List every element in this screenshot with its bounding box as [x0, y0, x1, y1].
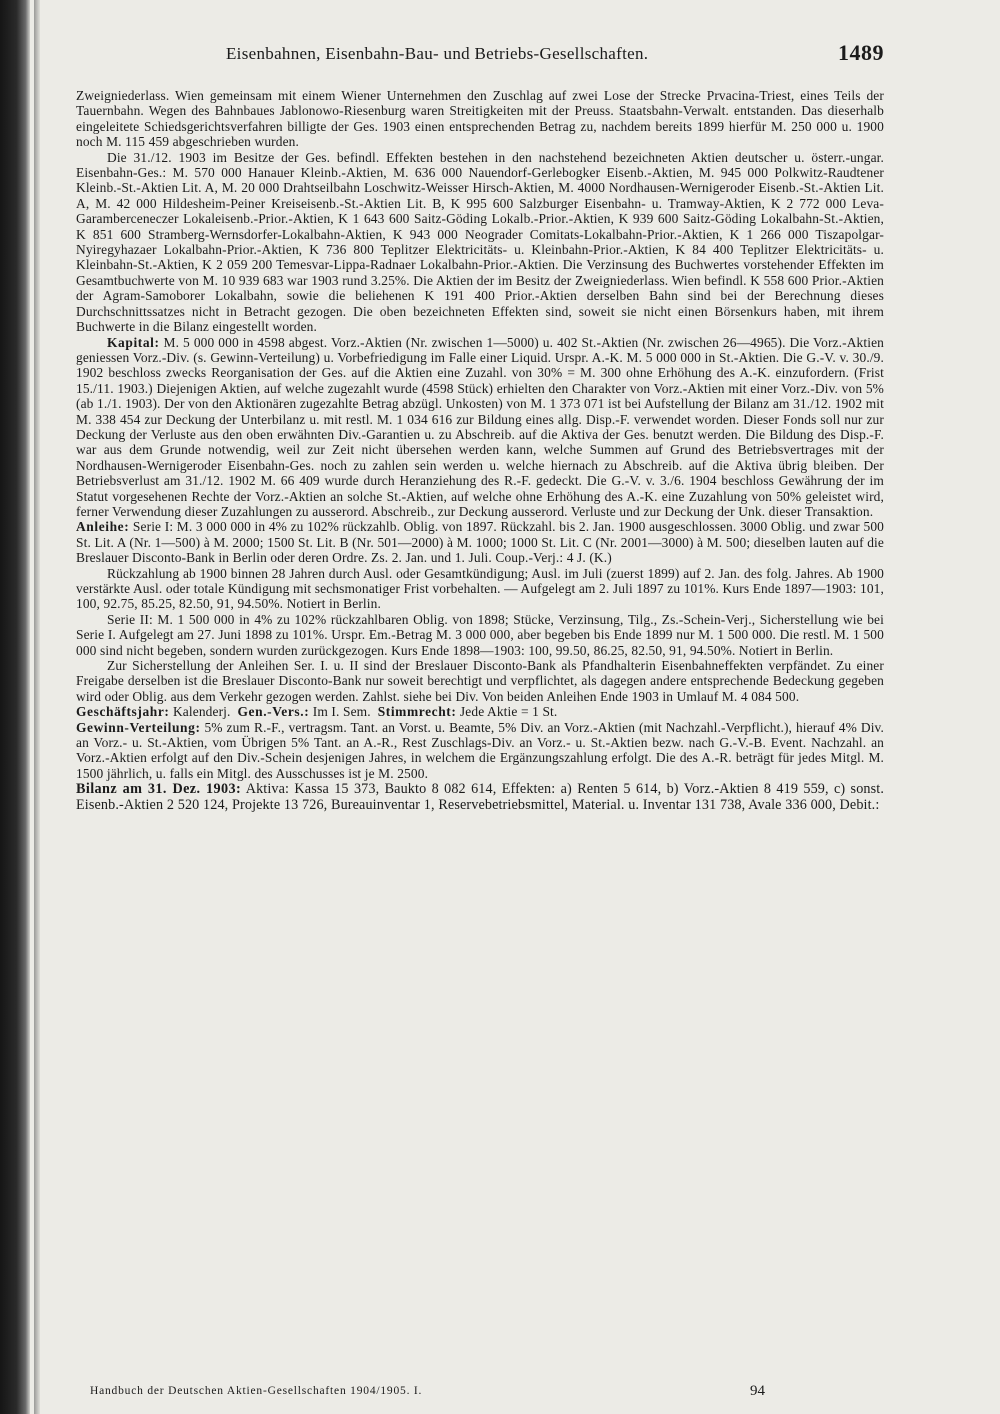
anleihe-rueckzahlung: Rückzahlung ab 1900 binnen 28 Jahren durch Ausl. oder Gesamtkündigung; Ausl. im Juli (zuerst 1899) auf 2. Jan. des folg. Jahres. Ab 1900 verstärkte Ausl. oder totale Kündigung mit sechsmonatiger Frist vorbehalten. — Aufgelegt am 2. Juli 1897 zu 101%. Kurs Ende 1897—1903: 101, 100, 92.75, 85.25, 82.50, 91, 94.50%. Notiert in Berlin.	[76, 565, 884, 612]
geschaeftsjahr-value: Kalenderj.	[172, 704, 231, 720]
footer-signature-number: 94	[750, 1383, 765, 1399]
page-footer	[90, 1385, 770, 1403]
effekten-paragraph: Die 31./12. 1903 im Besitze der Ges. befindl. Effekten bestehen in den nachstehend bezeichneten Aktien deutscher u. österr.-ungar. Eisenbahn-Ges.: M. 570 000 Hanauer Kleinb.-Aktien, M. 636 000 Nauendorf-Gerlebogker Eisenb.-Aktien, M. 945 000 Polkwitz-Raudtener Kleinb.-St.-Aktien Lit. A, M. 20 000 Drahtseilbahn Loschwitz-Weisser Hirsch-Aktien, M. 4000 Nordhausen-Wernigeroder Eisenb.-St.-Aktien Lit. A, M. 42 000 Hildesheim-Peiner Kreiseisenb.-St.-Aktien Lit. B, K 995 600 Salzburger Eisenbahn- u. Tramway-Aktien, K 2 772 000 Leva-Garamberceneczer Lokaleisenb.-Prior.-Aktien, K 1 643 600 Saitz-Göding Lokalb.-Prior.-Aktien, K 939 600 Saitz-Göding Lokalbahn-St.-Aktien, K 851 600 Stramberg-Wernsdorfer-Lokalbahn-Aktien, K 943 000 Neograder Comitats-Lokalbahn-Prior.-Aktien, K 1 266 000 Tiszapolgar-Nyiregyhazaer Lokalbahn-Prior.-Aktien, K 736 800 Teplitzer Elektricitäts- u. Kleinbahn-Prior.-Aktien, K 84 400 Teplitzer Elektricitäts- u. Kleinbahn-St.-Aktien, K 2 059 200 Temesvar-Lippa-Radnaer Lokalbahn-Prior.-Aktien. Die Verzinsung des Buchwertes vorstehender Effekten im Gesamtbuchwerte von M. 10 939 683 war 1903 rund 3.25%. Die Aktien der im Besitz der Zweigniederlass. Wien befindl. K 558 600 Prior.-Aktien der Agram-Samoborer Lokalbahn, sowie die beliehenen K 191 400 Prior.-Aktien derselben Bahn sind bei der Berechnung dieses Durchschnittssatzes nicht in Betracht gezogen. Die oben bezeichneten Effekten sind, soweit sie nicht einen Börsenkurs haben, mit ihrem Buchwerte in die Bilanz eingestellt worden.	[76, 149, 884, 335]
anleihe-sicherstellung: Zur Sicherstellung der Anleihen Ser. I. u. II sind der Breslauer Disconto-Bank als Pfandhalterin Eisenbahneffekten verpfändet. Zu einer Freigabe derselben ist die Breslauer Disconto-Bank nur soweit berechtigt und verpflichtet, als dagegen andere entsprechende Bedeckung gegeben wird oder Oblig. aus dem Verkehr gezogen werden. Zahlst. siehe bei Div. Von beiden Anleihen Ende 1903 in Umlauf M. 4 084 500.	[76, 658, 884, 704]
genvers-value: Im I. Sem.	[312, 704, 371, 720]
kapital-label: Kapital:	[107, 334, 160, 350]
footer-source: Handbuch der Deutschen Aktien-Gesellschaften 1904/1905. I.	[90, 1385, 423, 1397]
header-title: Eisenbahnen, Eisenbahn-Bau- und Betriebs-Gesellschaften.	[226, 44, 649, 63]
kapital-section	[76, 335, 884, 520]
anleihe-serie-1: Serie I: M. 3 000 000 in 4% zu 102% rückzahlb. Oblig. von 1897. Rückzahl. bis 2. Jan. 1900 ausgeschlossen. 3000 Oblig. und zwar 500 St. Lit. A (Nr. 1—500) à M. 2000; 1500 St. Lit. B (Nr. 501—2000) à M. 1000; 1000 St. Lit. C (Nr. 2001—3000) à M. 500; dieselben lauten auf die Breslauer Disconto-Bank in Berlin oder deren Ordre. Zs. 2. Jan. und 1. Juli. Coup.-Verj.: 4 J. (K.)	[76, 519, 884, 566]
page-number: 1489	[838, 40, 884, 65]
bilanz-text: Aktiva: Kassa 15 373, Baukto 8 082 614, Effekten: a) Renten 5 614, b) Vorz.-Aktien 8 419 559, c) sonst. Eisenb.-Aktien 2 520 124, Projekte 13 726, Bureauinventar 1, Reservebetriebsmittel, Material. u. Inventar 131 738, Avale 336 000, Debit.:	[76, 781, 885, 814]
document-page	[76, 40, 884, 813]
document-body	[76, 88, 884, 813]
bilanz-section	[76, 781, 884, 813]
geschaeftsjahr-label: Geschäftsjahr:	[76, 704, 170, 720]
stimmrecht-value: Jede Aktie = 1 St.	[459, 704, 558, 720]
gewinn-text: 5% zum R.-F., vertragsm. Tant. an Vorst. u. Beamte, 5% Div. an Vorz.-Aktien (mit Nachzahl.-Verpflicht.), hierauf 4% Div. an Vorz.- u. St.-Aktien, vom Übrigen 5% Tant. an A.-R., Rest Zuschlags-Div. an Vorz.- u. St.-Aktien bezw. nach G.-V.-B. Event. Nachzahl. an Vorz.-Aktien erfolgt auf den Div.-Schein desjenigen Jahres, in welchem die Ergänzungszahlung erfolgt. Die des A.-R. beträgt für jedes Mitgl. M. 1500 jährlich, u. falls ein Mitgl. des Ausschusses ist je M. 2500.	[76, 719, 884, 781]
genvers-label: Gen.-Vers.:	[237, 704, 310, 720]
anleihe-label: Anleihe:	[76, 519, 130, 535]
stimmrecht-label: Stimmrecht:	[377, 704, 457, 720]
anleihe-serie-2: Serie II: M. 1 500 000 in 4% zu 102% rückzahlbaren Oblig. von 1898; Stücke, Verzinsung, Tilg., Zs.-Schein-Verj., Sicherstellung wie bei Serie I. Aufgelegt am 27. Juni 1898 zu 101%. Urspr. Em.-Betrag M. 3 000 000, aber begeben bis Ende 1899 nur M. 1 500 000. Die restl. M. 1 500 000 sind nicht begeben, sondern wurden zurückgezogen. Kurs Ende 1898—1903: 100, 99.50, 86.25, 82.50, 91, 94.50%. Notiert in Berlin.	[76, 611, 884, 658]
anleihe-section	[76, 519, 884, 565]
gewinn-label: Gewinn-Verteilung:	[76, 719, 201, 735]
kapital-text: M. 5 000 000 in 4598 abgest. Vorz.-Aktien (Nr. zwischen 1—5000) u. 402 St.-Aktien (Nr. zwischen 26—4965). Die Vorz.-Aktien geniessen Vorz.-Div. (s. Gewinn-Verteilung) u. Vorbefriedigung im Falle einer Liquid. Urspr. A.-K. M. 5 000 000 in St.-Aktien. Die G.-V. v. 30./9. 1902 beschloss zwecks Reorganisation der Ges. auf die Aktien eine Zuzahl. von 30% = M. 300 ohne Erhöhung des A.-K. einzufordern. (Frist 15./11. 1903.) Diejenigen Aktien, auf welche zugezahlt wurde (4598 Stück) erhielten den Charakter von Vorz.-Aktien mit einer Vorz.-Div. von 5% (ab 1./1. 1903). Der von den Aktionären zugezahlte Betrag abzügl. Unkosten) von M. 1 373 071 ist bei Aufstellung der Bilanz am 31./12. 1902 mit M. 338 454 zur Deckung der Unterbilanz u. mit restl. M. 1 034 616 zur Bildung eines allg. Disp.-F. verwendet worden. Dieser Fonds soll nur zur Deckung der Verluste aus den oben erwähnten Div.-Garantien u. zu Abschreib. auf die Aktiva der Ges. benutzt werden. Die Bildung des Disp.-F. war aus dem Grunde notwendig, weil zur Zeit nicht übersehen werden kann, welche Summen auf Grund des Betriebsvertrages mit der Nordhausen-Wernigeroder Eisenbahn-Ges. noch zu zahlen sein werden u. welche hiernach zu Abschreib. auf die Aktiva übrig bleiben. Der Betriebsverlust am 31./12. 1902 M. 66 409 wurde durch Heranziehung des R.-F. gedeckt. Die G.-V. v. 3./6. 1904 beschloss Gewährung der im Statut vorgesehenen Rechte der Vorz.-Aktien an solche St.-Aktien, auf welche ohne Erhöhung des A.-K. eine Zuzahlung von 50% geleistet wird, ferner Verwendung dieser Zuzahlungen zu ausserord. Abschreib., zur Deckung ausserord. Verluste und zur Deckung der Unk. dieser Transaktion.	[76, 334, 884, 519]
gewinn-section	[76, 720, 884, 782]
running-header	[76, 40, 884, 74]
bilanz-label: Bilanz am 31. Dez. 1903:	[76, 781, 242, 798]
intro-paragraph: Zweigniederlass. Wien gemeinsam mit einem Wiener Unternehmen den Zuschlag auf zwei Lose der Strecke Prvacina-Triest, eines Teils der Tauernbahn. Wegen des Bahnbaues Jablonowo-Riesenburg waren Streitigkeiten mit der Preuss. Staatsbahn-Verwalt. entstanden. Das dieserhalb eingeleitete Schiedsgerichtsverfahren billigte der Ges. 1903 einen entsprechenden Betrag zu, nachdem bereits 1899 hierfür M. 250 000 u. 1900 noch M. 115 459 abgeschrieben wurden.	[76, 88, 884, 150]
page-binding-shadow	[0, 0, 30, 1414]
page-binding-edge	[34, 0, 40, 1414]
meta-line	[76, 704, 884, 719]
